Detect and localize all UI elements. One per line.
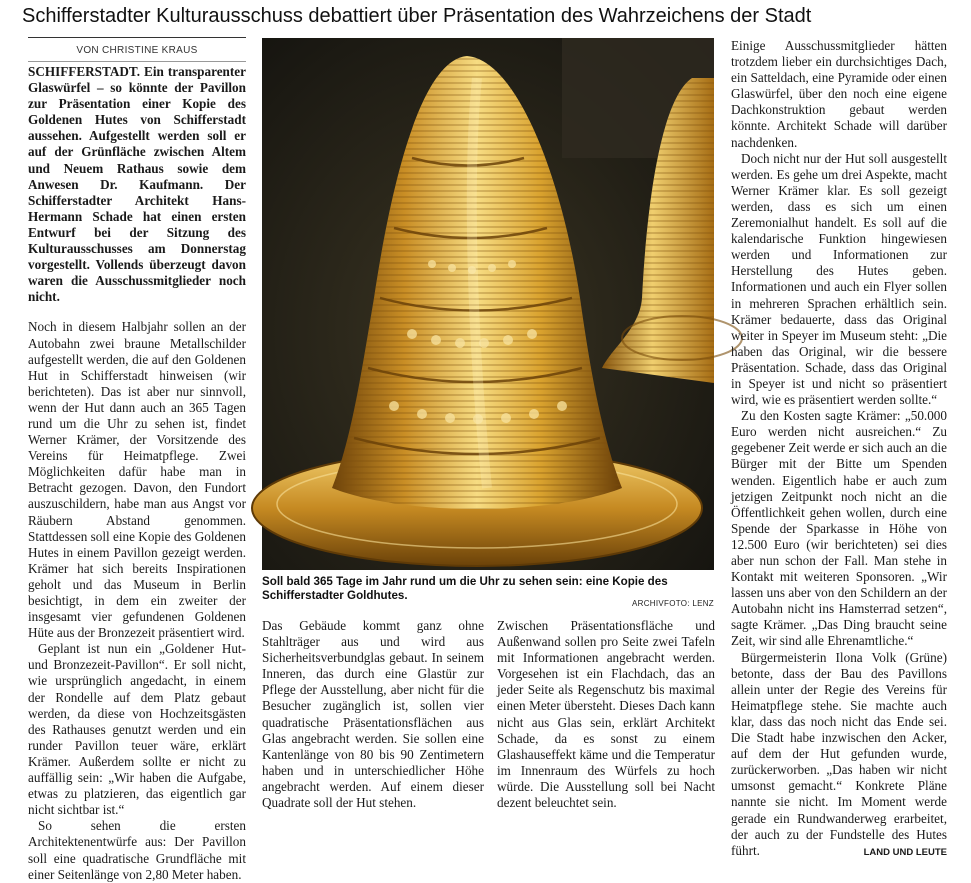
- paragraph-text: Bürgermeisterin Ilona Volk (Grüne) betonte, dass der Bau des Pavillons allein unter der Regie des Vereins für Heimatpflege stehe. Sie machte auch klar, dass das noch nicht das Ende sei. Die Stadt habe inzwischen den Acker, auf dem der Hut gefunden wurde, zurückerworben. „Das haben wir nicht umsonst gemacht.“ Konkrete Pläne nannte sie nicht. Im Moment werde gerade ein Rundwanderweg erarbeitet, der auch zu der Fundstelle des Hutes führt.: [731, 649, 947, 858]
- byline: VON CHRISTINE KRAUS: [76, 45, 198, 56]
- column-3: [497, 618, 715, 813]
- photo-caption: Soll bald 365 Tage im Jahr rund um die Uhr zu sehen sein: eine Kopie des Schifferstadter Goldhutes.: [262, 575, 668, 602]
- dateline: SCHIFFERSTADT.: [28, 64, 140, 79]
- lead-paragraph: [28, 64, 246, 305]
- column-1: [28, 64, 246, 882]
- photo-credit: ARCHIVFOTO: LENZ: [632, 599, 714, 608]
- paragraph: Zu den Kosten sagte Krämer: „50.000 Euro werden nicht ausreichen.“ Zu gegebener Zeit werde er sich auch an die Bürger mit der Bitte um Spenden wenden. Eigentlich habe er auch zum jetzigen Zeitpunkt noch nicht an die Öffentlichkeit gehen wollen, durch eine Spende der Sparkasse in Höhe von 12.500 Euro (wir berichteten) sei dies aber nun schon der Fall. Man stehe in Kontakt mit weiteren Sponsoren. „Wir lassen uns aber von den Schildern an der Autobahn nicht ins Hamsterrad setzen“, sagte Krämer. „Das Ding braucht seine Zeit, wir sind alle Ehrenamtliche.“: [731, 408, 947, 649]
- column-2: [262, 618, 484, 813]
- column-4: [731, 38, 947, 858]
- paragraph: [731, 650, 947, 859]
- section-tag: LAND UND LEUTE: [863, 846, 947, 858]
- goldhut-photo: [262, 38, 714, 570]
- paragraph: Einige Ausschussmitglieder hätten trotzdem lieber ein durchsichtiges Dach, ein Satteldach, eine Pyramide oder einen Glaswürfel, über den noch eine eigene Dachkonstruktion gebaut werden könnte. Architekt Schade will darüber nachdenken.: [731, 38, 947, 150]
- headline: Schifferstadter Kulturausschuss debattiert über Präsentation des Wahrzeichens der Stadt: [22, 5, 812, 27]
- lead-text: Ein transparenter Glaswürfel – so könnte der Pavillon zur Präsentation einer Kopie des Goldenen Hutes von Schifferstadt aussehen. Aufgestellt werden soll er auf der Grünfläche zwischen Altem und Neuem Rathaus sowie dem Anwesen Dr. Kaufmann. Der Schifferstadter Architekt Hans-Hermann Schade hat einen ersten Entwurf bei der Sitzung des Kulturausschusses am Donnerstag vorgestellt. Vollends überzeugt davon waren die Ausschussmitglieder noch nicht.: [28, 64, 246, 305]
- paragraph: Geplant ist nun ein „Goldener Hut- und Bronzezeit-Pavillon“. Er soll nicht, wie ursprünglich angedacht, in einem der Rondelle auf dem Platz gebaut werden, da diese von Hochzeitsgästen des Rathauses genutzt werden und ein runder Pavillon teuer wäre, erklärt Krämer. Außerdem sollte er nicht zu auffällig sein: „Wir haben die Aufgabe, etwas zu platzieren, das eigentlich gar nicht sichtbar ist.“: [28, 641, 246, 818]
- paragraph: Doch nicht nur der Hut soll ausgestellt werden. Es gehe um drei Aspekte, macht Werner Krämer klar. Es soll gezeigt werden, dass es sich um einen Zeremonialhut handelt. Es soll auf die kalendarische Funktion hingewiesen werden und Informationen zur Herstellung des Hutes geben. Informationen und auch ein Flyer sollen in mehreren Sprachen erhältlich sein. Krämer bedauerte, dass das Original weiter in Speyer im Museum steht: „Die haben das Original, wir die bessere Präsentation. Schade, dass das Original in Speyer ist und nicht so präsentiert wird, wie es präsentiert werden sollte.“: [731, 150, 947, 408]
- paragraph: Zwischen Präsentationsfläche und Außenwand sollen pro Seite zwei Tafeln mit Informationen angebracht werden. Vorgesehen ist ein Flachdach, das an jeder Seite als Regenschutz bis maximal einen Meter übersteht. Dieses Dach kann nicht aus Glas sein, erklärt Architekt Schade, da es sonst zu einem Glashauseffekt käme und die Temperatur im Innenraum des Würfels zu hoch würde. Die Ausstellung soll bei Nacht dezent beleuchtet sein.: [497, 618, 715, 811]
- paragraph: Das Gebäude kommt ganz ohne Stahlträger aus und wird aus Sicherheitsverbundglas gebaut. In seinem Inneren, das durch eine Glastür zur Pflege der Ausstellung, aber nicht für die Besucher zugänglich ist, sollen vier quadratische Präsentationsflächen aus Glas angebracht werden. Sie sollen eine Kantenlänge von 80 bis 90 Zentimetern haben und in unterschiedlicher Höhe angebracht werden. Auf einem dieser Quadrate soll der Hut stehen.: [262, 618, 484, 811]
- paragraph: So sehen die ersten Architektenentwürfe aus: Der Pavillon soll eine quadratische Grundfläche mit einer Seitenlänge von 2,80 Meter haben.: [28, 818, 246, 882]
- byline-box: [28, 37, 246, 62]
- paragraph: Noch in diesem Halbjahr sollen an der Autobahn zwei braune Metallschilder aufgestellt werden, die auf den Goldenen Hut in Schifferstadt hinweisen (wir berichteten). Das ist aber nur sinnvoll, wenn der Hut dann auch an 365 Tagen rund um die Uhr zu sehen ist, findet Werner Krämer, der Vorsitzende des Vereins für Heimatpflege. Zwei Möglichkeiten dafür habe man in Betracht gezogen. Davon, den Fundort auszuschildern, habe man aus Angst vor Räubern Abstand genommen. Stattdessen soll eine Kopie des Goldenen Hutes in einem Pavillon gezeigt werden. Krämer hat sich bereits Inspirationen geholt und das Museum in Berlin besichtigt, in dem ein zweiter der insgesamt vier gefundenen Goldenen Hüte aus der Bronzezeit präsentiert wird.: [28, 319, 246, 641]
- golden-hat-illustration: [262, 38, 714, 570]
